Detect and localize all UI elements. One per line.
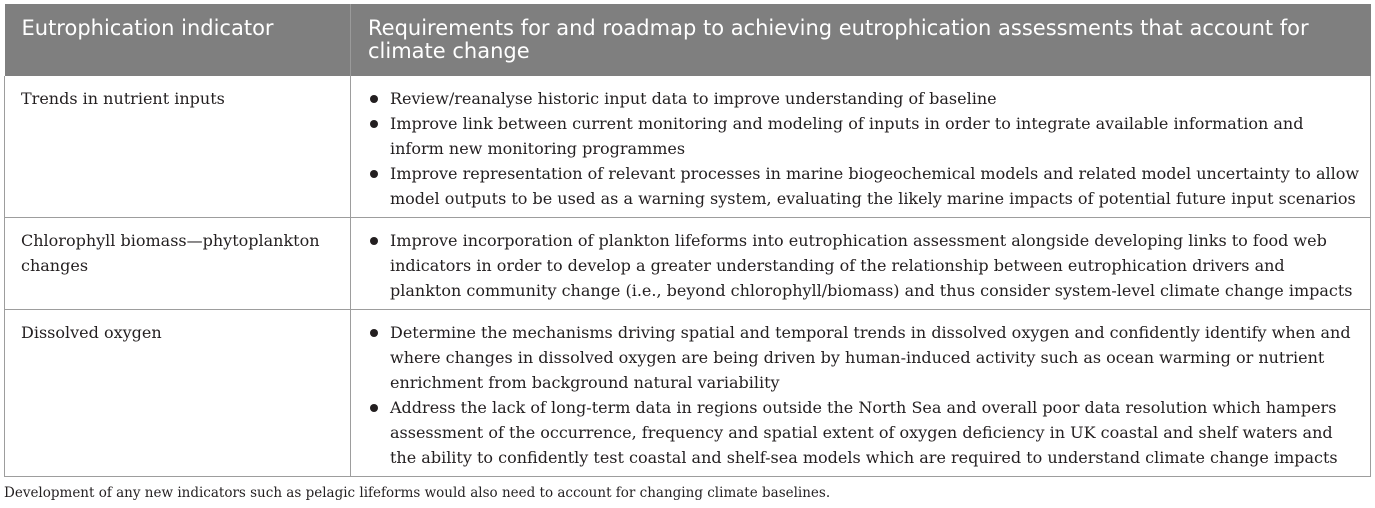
list-item — [369, 395, 1360, 470]
requirements-list — [369, 320, 1360, 470]
requirements-cell — [351, 218, 1371, 310]
list-item — [369, 228, 1360, 303]
requirements-list — [369, 228, 1360, 303]
list-item — [369, 320, 1360, 395]
requirements-cell — [351, 310, 1371, 477]
requirement-text: Improve link between current monitoring and modeling of inputs in order to integrate available information and inform new monitoring programmes — [390, 114, 1304, 158]
table-row — [5, 310, 1371, 477]
bullet-icon — [370, 329, 378, 337]
eutrophication-table — [4, 4, 1371, 477]
requirement-text: Review/reanalyse historic input data to improve understanding of baseline — [390, 89, 997, 108]
bullet-icon — [370, 404, 378, 412]
table-header-row — [5, 4, 1371, 76]
requirement-text: Improve representation of relevant processes in marine biogeochemical models and related model uncertainty to allow model outputs to be used as a warning system, evaluating the likely marine impacts of potential future input scenarios — [390, 164, 1360, 208]
indicator-cell: Dissolved oxygen — [5, 310, 351, 477]
list-item — [369, 111, 1360, 161]
list-item — [369, 161, 1360, 211]
table-row — [5, 218, 1371, 310]
bullet-icon — [370, 95, 378, 103]
eutrophication-table-container — [4, 4, 1370, 477]
requirements-cell — [351, 76, 1371, 218]
requirement-text: Determine the mechanisms driving spatial and temporal trends in dissolved oxygen and confidently identify when and where changes in dissolved oxygen are being driven by human-induced activity such as ocean warming or nutrient enrichment from background natural variability — [390, 323, 1351, 392]
table-footnote: Development of any new indicators such as pelagic lifeforms would also need to account for changing climate baselines. — [4, 485, 831, 501]
table-row — [5, 76, 1371, 218]
header-eutrophication-indicator: Eutrophication indicator — [5, 4, 351, 76]
bullet-icon — [370, 170, 378, 178]
list-item — [369, 86, 1360, 111]
indicator-cell: Trends in nutrient inputs — [5, 76, 351, 218]
bullet-icon — [370, 237, 378, 245]
requirements-list — [369, 86, 1360, 211]
header-requirements-roadmap: Requirements for and roadmap to achieving eutrophication assessments that account for climate change — [351, 4, 1371, 76]
requirement-text: Address the lack of long-term data in regions outside the North Sea and overall poor data resolution which hampers assessment of the occurrence, frequency and spatial extent of oxygen deficiency in UK coastal and shelf waters and the ability to confidently test coastal and shelf-sea models which are required to understand climate change impacts — [390, 398, 1338, 467]
requirement-text: Improve incorporation of plankton lifeforms into eutrophication assessment alongside developing links to food web indicators in order to develop a greater understanding of the relationship between eutrophication drivers and plankton community change (i.e., beyond chlorophyll/biomass) and thus consider system-level climate change impacts — [390, 231, 1353, 300]
bullet-icon — [370, 120, 378, 128]
indicator-cell: Chlorophyll biomass—phytoplankton changes — [5, 218, 351, 310]
